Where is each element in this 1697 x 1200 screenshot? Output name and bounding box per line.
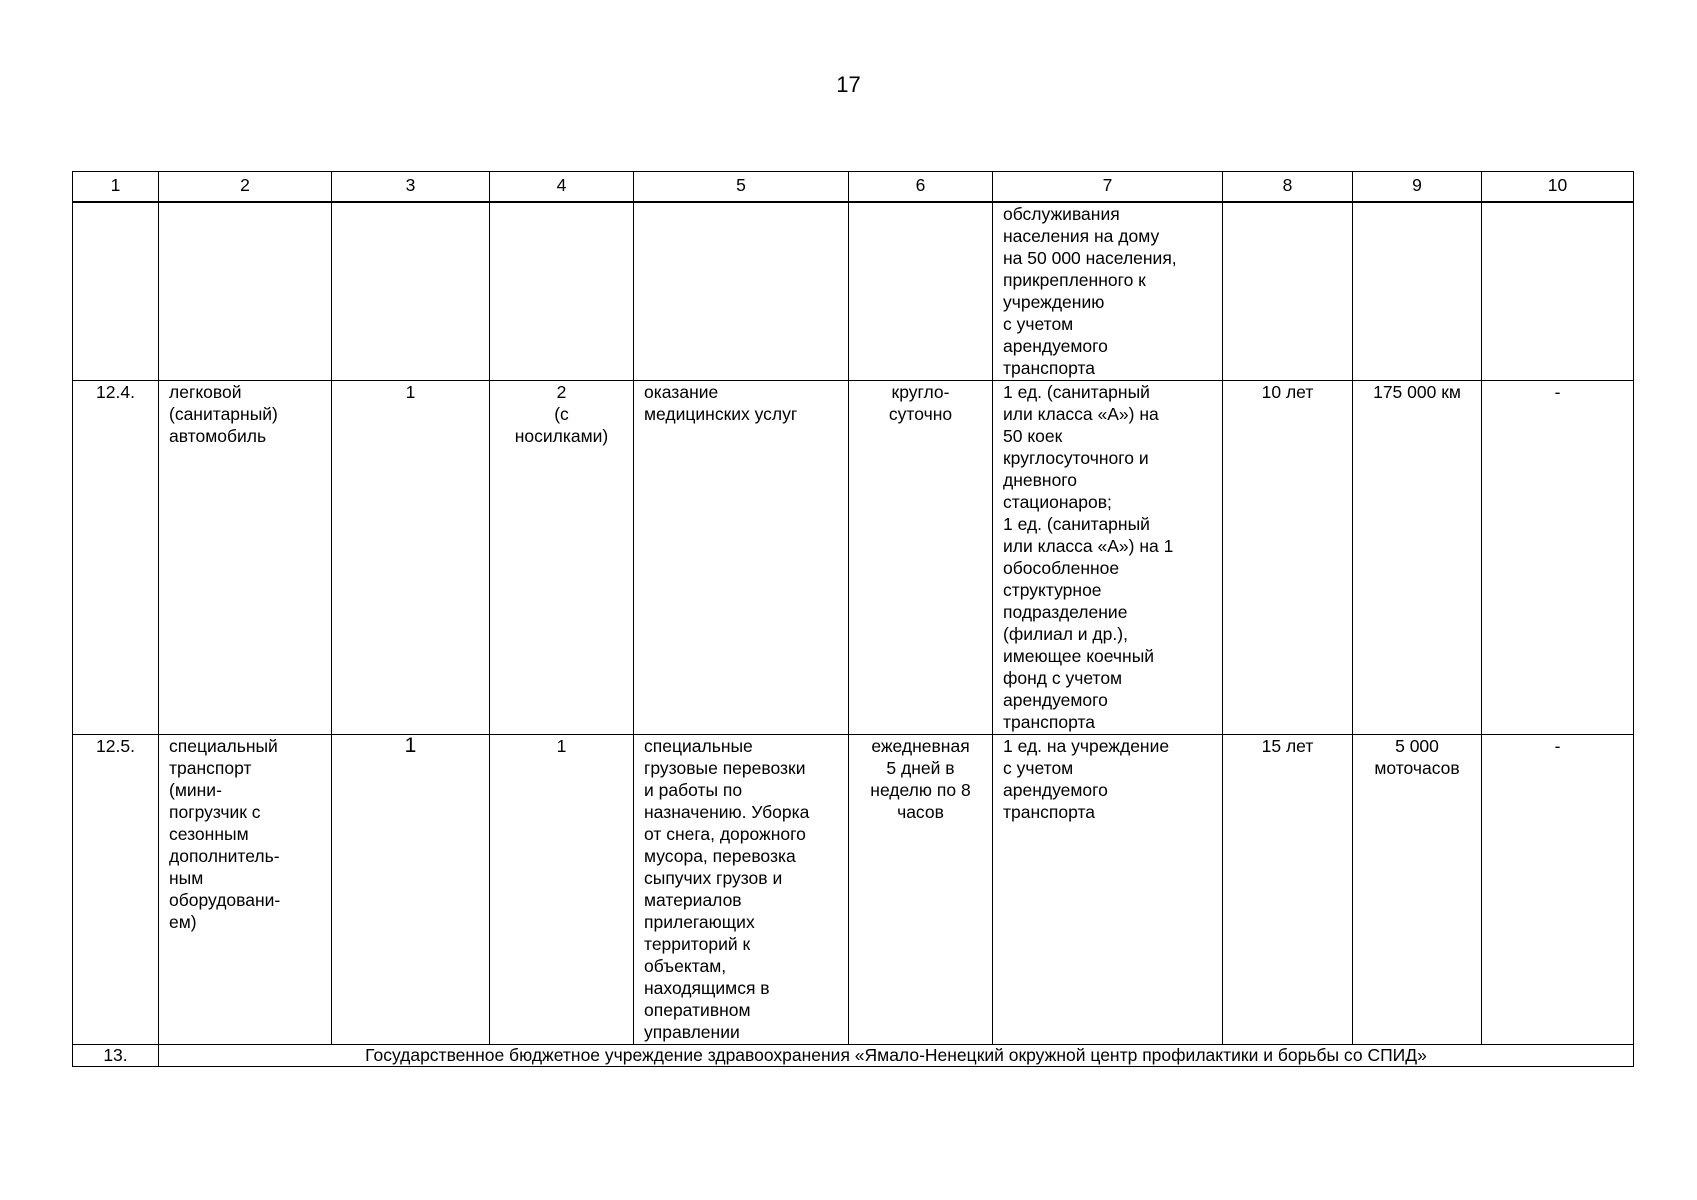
table-cell-service-life: 15 лет <box>1223 735 1353 1045</box>
table-cell <box>490 202 634 381</box>
header-cell-8: 8 <box>1223 172 1353 203</box>
section-number: 13. <box>73 1045 159 1067</box>
table-row-12-5 <box>73 735 1634 1045</box>
header-cell-5: 5 <box>634 172 849 203</box>
table-cell-capacity: 2 (с носилками) <box>490 381 634 735</box>
section-title: Государственное бюджетное учреждение здравоохранения «Ямало-Ненецкий окружной центр профилактики и борьбы со СПИД» <box>159 1045 1634 1067</box>
table-cell-norm: 1 ед. на учреждение с учетом арендуемого транспорта <box>993 735 1223 1045</box>
table-cell-purpose: специальные грузовые перевозки и работы по назначению. Уборка от снега, дорожного мусора, перевозка сыпучих грузов и материалов прилегающих территорий к объектам, находящимся в оперативном управлении <box>634 735 849 1045</box>
table-cell <box>73 202 159 381</box>
header-row <box>73 172 1634 203</box>
table-cell-mileage: 175 000 км <box>1353 381 1482 735</box>
table-cell <box>159 202 332 381</box>
header-cell-7: 7 <box>993 172 1223 203</box>
table-cell-schedule: ежедневная 5 дней в неделю по 8 часов <box>849 735 993 1045</box>
table-cell <box>849 202 993 381</box>
table-row-continuation <box>73 202 1634 381</box>
table-cell-number: 12.4. <box>73 381 159 735</box>
page-number: 17 <box>836 72 861 97</box>
table-cell-note: - <box>1482 381 1634 735</box>
table-cell-number: 12.5. <box>73 735 159 1045</box>
table-row-12-4 <box>73 381 1634 735</box>
header-cell-4: 4 <box>490 172 634 203</box>
table-row-section-13 <box>73 1045 1634 1067</box>
header-cell-10: 10 <box>1482 172 1634 203</box>
table-cell-note: - <box>1482 735 1634 1045</box>
table-cell-quantity: 1 <box>332 735 490 1045</box>
table-cell-purpose: оказание медицинских услуг <box>634 381 849 735</box>
table-cell-mileage: 5 000 моточасов <box>1353 735 1482 1045</box>
table-cell <box>634 202 849 381</box>
table-cell <box>1223 202 1353 381</box>
header-cell-6: 6 <box>849 172 993 203</box>
header-cell-3: 3 <box>332 172 490 203</box>
header-cell-9: 9 <box>1353 172 1482 203</box>
table-cell-norm: 1 ед. (санитарный или класса «А») на 50 коек круглосуточного и дневного стационаров; 1 ед. (санитарный или класса «А») на 1 обособленное структурное подразделение (филиал и др.), имеющее коечный фонд с учетом арендуемого транспорта <box>993 381 1223 735</box>
table-cell-name: легковой (санитарный) автомобиль <box>159 381 332 735</box>
table-cell-capacity: 1 <box>490 735 634 1045</box>
table-cell-schedule: кругло- суточно <box>849 381 993 735</box>
table-cell-name: специальный транспорт (мини- погрузчик с сезонным дополнитель- ным оборудовани- ем) <box>159 735 332 1045</box>
table-cell <box>1482 202 1634 381</box>
table-cell-quantity: 1 <box>332 381 490 735</box>
header-cell-2: 2 <box>159 172 332 203</box>
table-cell-service-life: 10 лет <box>1223 381 1353 735</box>
table-cell <box>1353 202 1482 381</box>
header-cell-1: 1 <box>73 172 159 203</box>
table-cell-norm: обслуживания населения на дому на 50 000 населения, прикрепленного к учреждению с учетом арендуемого транспорта <box>993 202 1223 381</box>
equipment-norms-table <box>72 171 1634 1067</box>
table-cell <box>332 202 490 381</box>
